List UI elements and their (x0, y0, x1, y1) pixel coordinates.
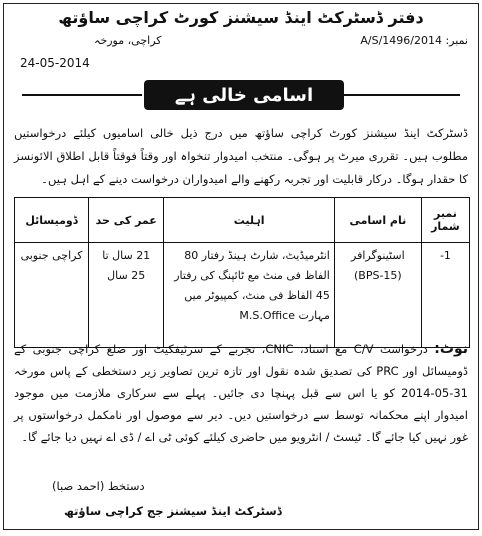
table-row (15, 243, 470, 348)
header-serial: نمبر شمار (421, 198, 469, 243)
header-post-name: نام اسامی (334, 198, 421, 243)
qualification-text: انٹرمیڈیٹ، شارٹ ہینڈ رفتار 80 الفاظ فی منٹ مع ٹائپنگ کی رفتار 45 الفاظ فی منٹ، کمپیوٹر میں مہارت (174, 249, 330, 322)
advertisement-page (3, 3, 479, 530)
reference-row (14, 34, 468, 74)
post-name: اسٹینوگرافر (351, 249, 405, 262)
header-qualification: اہلیت (164, 198, 334, 243)
signature-block (52, 479, 145, 493)
issue-date: 24-05-2014 (20, 56, 90, 70)
post-scale: (BPS-15) (353, 269, 402, 282)
cell-age-limit (89, 243, 164, 348)
signature-label: دستخط (108, 479, 145, 493)
vacancy-table (14, 197, 470, 348)
signature-name: (احمد صبا) (52, 479, 105, 493)
cell-domicile: کراچی جنوبی (15, 243, 89, 348)
banner-ornament-right (340, 94, 460, 96)
note-text: درخواست C/V مع اسناد، CNIC، تجربے کے سرٹیفکیٹ اور ضلع کراچی جنوبی کے ڈومیسائل اور PRC کی تصدیق شدہ نقول اور تازہ ترین تصاویر زیر دستخطی کے پاس مورخہ 31-05-2014 کو یا اس سے قبل پہنچا دی جائیں۔ پہلے سے سرکاری ملازمت میں موجود امیدوار اپنے محکمانہ توسط سے درخواستیں دیں۔ دیر سے موصول اور نامکمل درخواستوں پر غور نہیں کیا جائے گا۔ ٹیسٹ / انٹرویو میں حاضری کیلئے کوئی ٹی اے / ڈی اے نہیں دیا جائے گا۔ (14, 342, 468, 444)
vacancy-banner: اسامی خالی ہے (144, 80, 344, 110)
cell-qualification (164, 243, 334, 348)
header-age-limit: عمر کی حد (89, 198, 164, 243)
intro-paragraph: ڈسٹرکٹ اینڈ سیشنز کورٹ کراچی ساؤتھ میں درج ذیل خالی اسامیوں کیلئے درخواستیں مطلوب ہیں۔ تقرری میرٹ پر ہوگی۔ منتخب امیدوار تنخواہ اور وقتاً فوقتاً قابل اطلاق الائونسز کا حقدار ہوگا۔ درکار قابلیت اور تجربہ رکھنے والے امیدواران درخواست دینے کے اہل ہیں۔ (14, 126, 468, 186)
office-title: دفتر ڈسٹرکٹ اینڈ سیشنز کورٹ کراچی ساؤتھ (58, 8, 424, 27)
cell-serial: 1- (421, 243, 469, 348)
city-date-label: کراچی، مورخہ (94, 34, 162, 47)
cell-post-name (334, 243, 421, 348)
note-label: نوٹ: (434, 341, 468, 357)
qualification-software: M.S.Office (239, 309, 295, 322)
note-paragraph (14, 338, 468, 448)
header-domicile: ڈومیسائل (15, 198, 89, 243)
age-limit-min: 21 سال تا (102, 249, 151, 262)
signatory-title: ڈسٹرکٹ اینڈ سیشنز جج کراچی ساؤتھ (64, 504, 282, 518)
table-header-row (15, 198, 470, 243)
reference-number: نمبر: A/S/1496/2014 (360, 34, 468, 47)
age-limit-max: 25 سال (107, 269, 146, 282)
banner-ornament-left (22, 94, 142, 96)
